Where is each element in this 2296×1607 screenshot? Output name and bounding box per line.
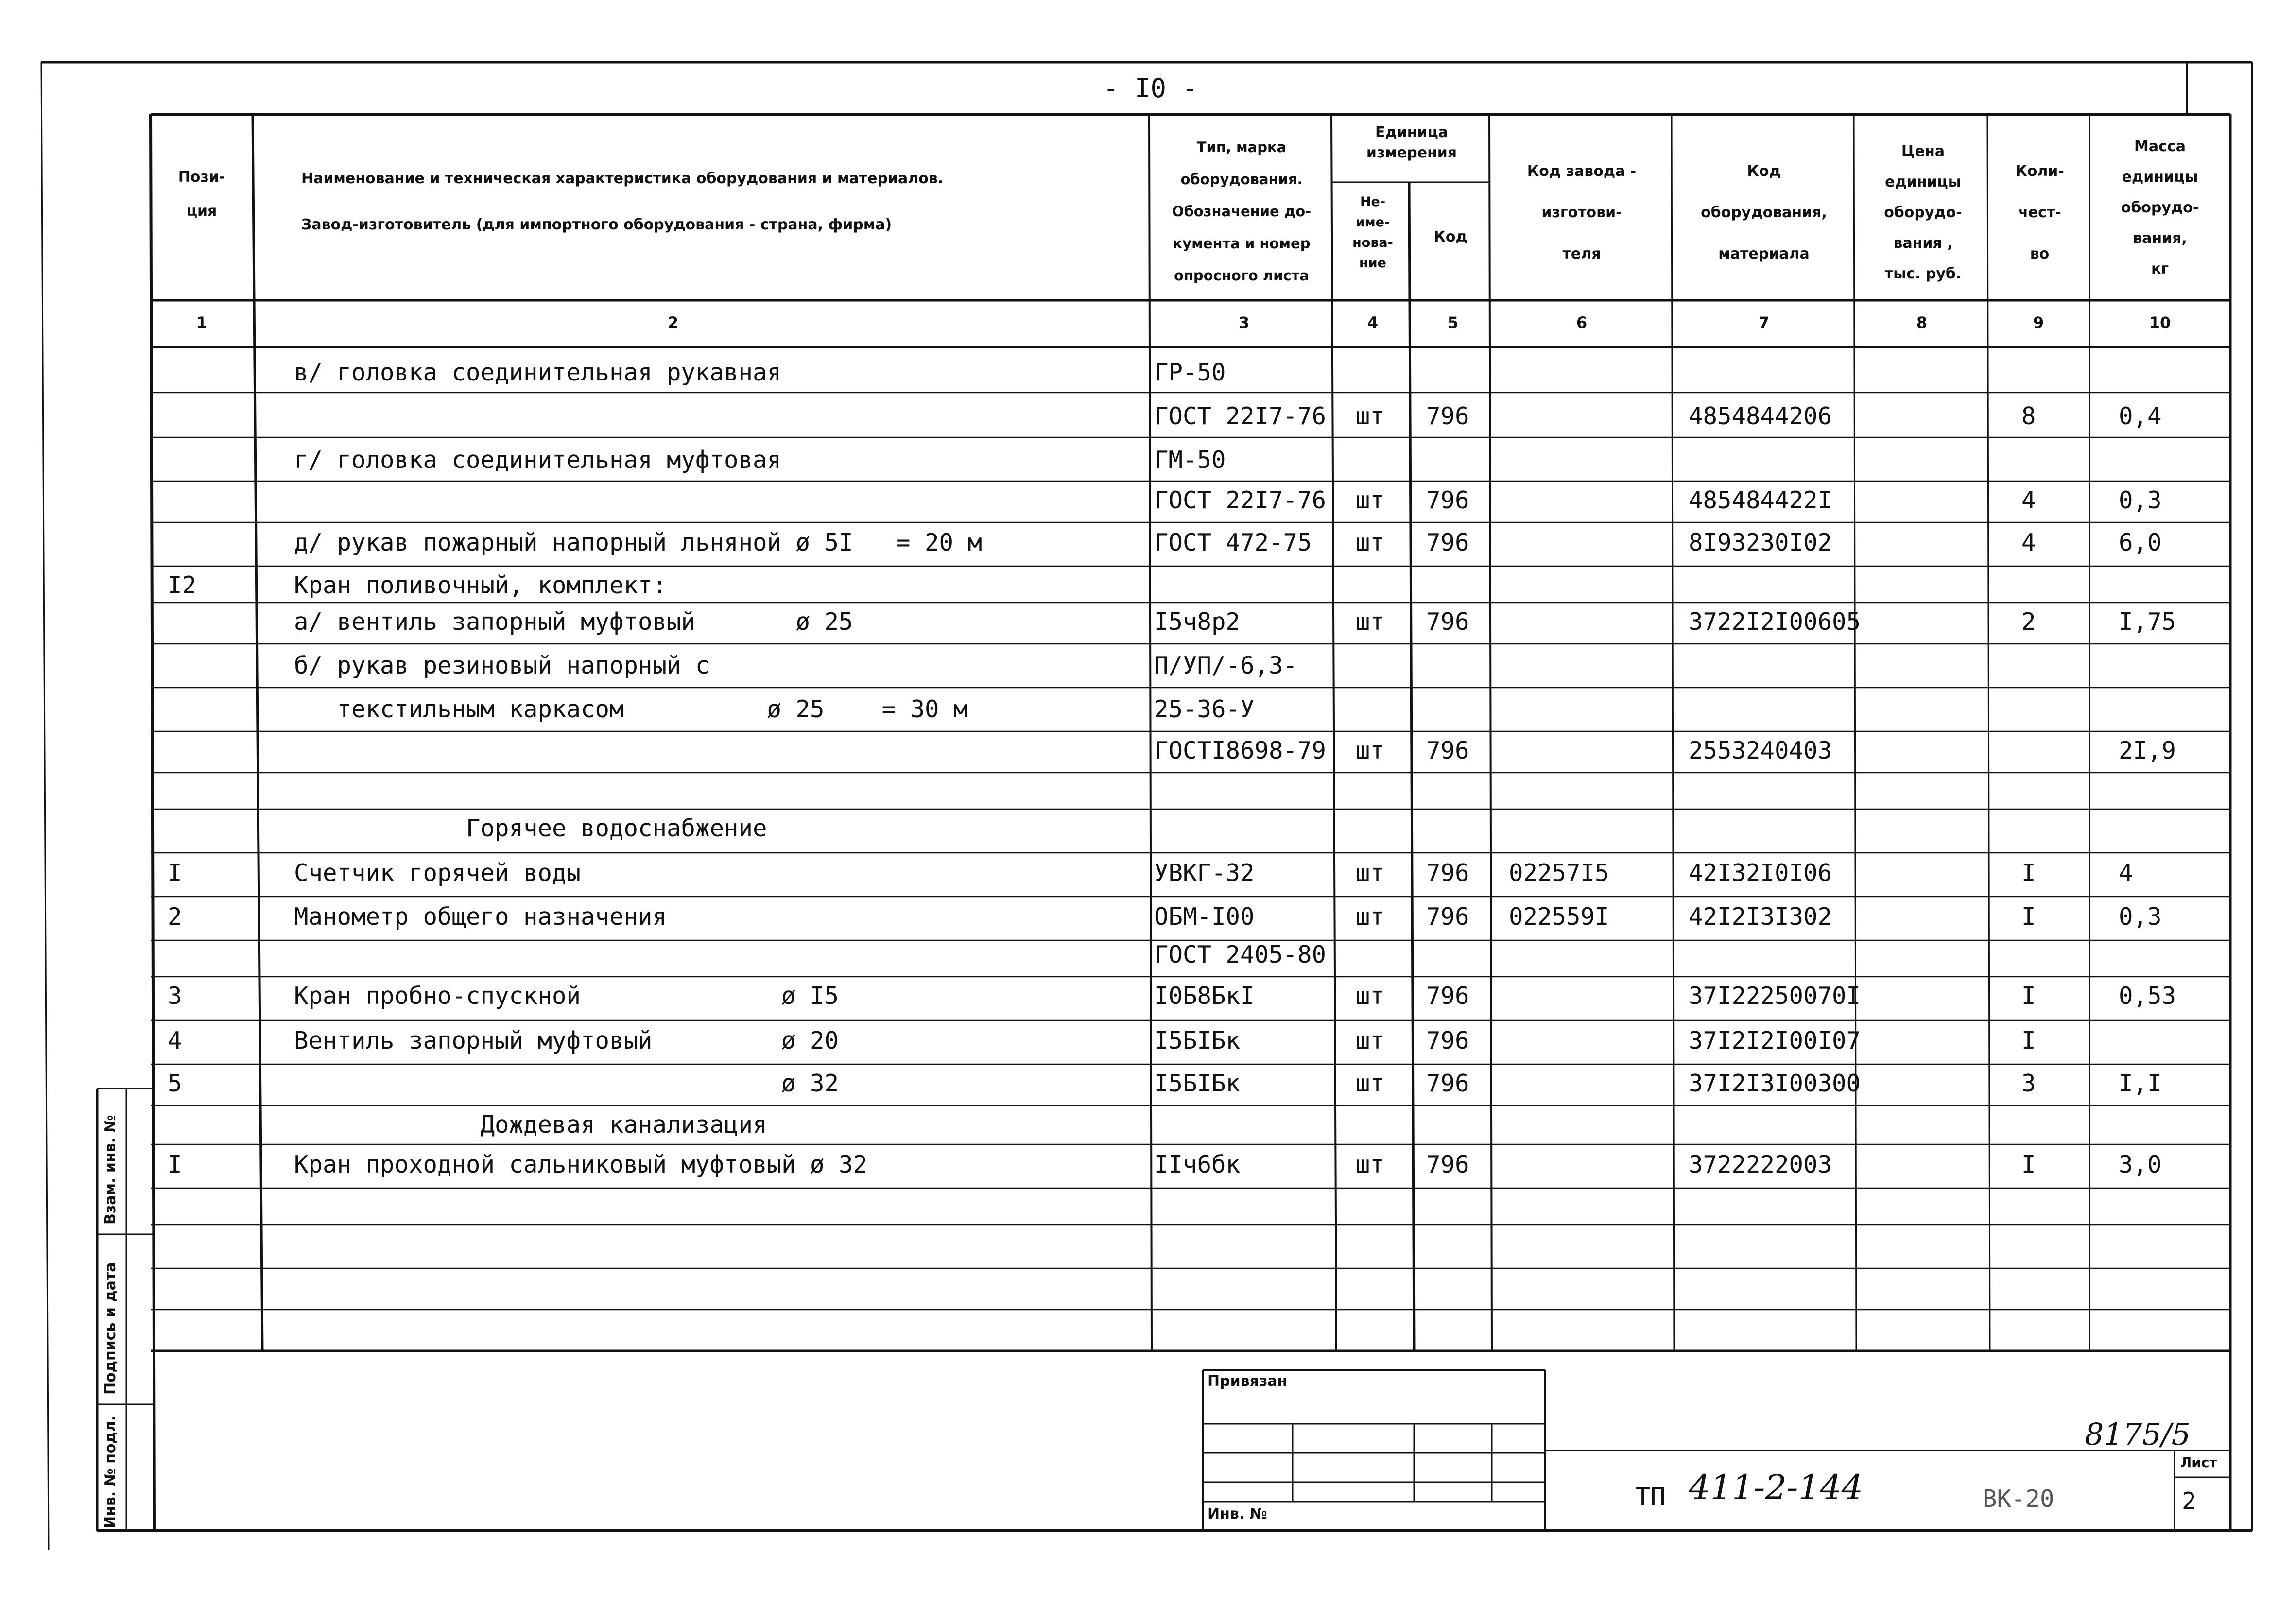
header-equipment-code: Код оборудования, материала (1701, 163, 1827, 262)
stamp-project-code: 411-2-144 (1689, 1468, 1864, 1507)
row-factory-code: 022559I (1509, 903, 1609, 931)
row-type: ГОСТI8698-79 (1154, 737, 1327, 764)
row-unit-code: 796 (1426, 1070, 1469, 1097)
header-factory-code: Код завода - изготови- теля (1527, 163, 1637, 262)
row-unit: шт (1356, 1070, 1385, 1097)
column-number: 10 (2149, 313, 2171, 332)
side-label-signature-date: Подпись и дата (102, 1262, 119, 1395)
row-unit: шт (1356, 859, 1385, 887)
row-quantity: I (2021, 859, 2036, 887)
row-name: д/ рукав пожарный напорный льняной ø 5I = 20 м (294, 529, 983, 556)
row-type: ГОСТ 22I7-76 (1154, 402, 1327, 430)
column-number: 9 (2033, 313, 2044, 332)
row-unit-code: 796 (1426, 859, 1469, 887)
row-name: Горячее водоснабжение (294, 814, 767, 842)
row-type: I5БIБк (1154, 1070, 1241, 1097)
row-type: ГОСТ 2405-80 (1154, 941, 1327, 968)
row-name: Кран пробно-спускной ø I5 (294, 982, 839, 1010)
row-position: 5 (168, 1070, 182, 1097)
column-number: 8 (1916, 313, 1928, 332)
row-unit: шт (1356, 529, 1385, 556)
row-equipment-code: 42I2I3I302 (1689, 903, 1832, 931)
row-quantity: I (2021, 903, 2036, 931)
row-unit-code: 796 (1426, 1151, 1469, 1178)
row-unit: шт (1356, 486, 1385, 514)
row-unit-code: 796 (1426, 982, 1469, 1010)
row-type: ГОСТ 22I7-76 (1154, 486, 1327, 514)
row-mass: 2I,9 (2119, 737, 2176, 764)
row-equipment-code: 8I93230I02 (1689, 529, 1832, 556)
row-position: 4 (168, 1027, 182, 1054)
row-equipment-code: 485484422I (1689, 486, 1832, 514)
row-mass: 4 (2119, 859, 2133, 887)
row-quantity: 4 (2021, 529, 2036, 556)
row-unit: шт (1356, 903, 1385, 931)
row-type: I5ч8р2 (1154, 608, 1241, 636)
row-unit-code: 796 (1426, 737, 1469, 764)
column-number: 6 (1576, 313, 1588, 332)
row-name: Кран поливочный, комплект: (294, 571, 667, 599)
row-quantity: I (2021, 1151, 2036, 1178)
row-mass: 0,3 (2119, 486, 2162, 514)
row-unit-code: 796 (1426, 903, 1469, 931)
row-equipment-code: 3722I2I00605 (1689, 608, 1861, 636)
row-unit: шт (1356, 402, 1385, 430)
row-name: Кран проходной сальниковый муфтовый ø 32 (294, 1151, 868, 1178)
row-name: ø 32 (294, 1070, 839, 1097)
row-quantity: I (2021, 982, 2036, 1010)
row-type: ГМ-50 (1154, 446, 1226, 474)
row-unit-code: 796 (1426, 608, 1469, 636)
stamp-project-prefix: ТП (1635, 1483, 1666, 1512)
row-mass: I,75 (2119, 608, 2176, 636)
row-type: ГОСТ 472-75 (1154, 529, 1312, 556)
column-number: 4 (1367, 313, 1379, 332)
row-name: Счетчик горячей воды (294, 859, 581, 887)
row-position: I2 (168, 571, 197, 599)
row-unit: шт (1356, 737, 1385, 764)
row-type: ГР-50 (1154, 359, 1226, 386)
row-equipment-code: 37I22250070I (1689, 982, 1861, 1010)
header-price: Цена единицы оборудо- вания , тыс. руб. (1884, 143, 1962, 282)
row-type: I0Б8БкI (1154, 982, 1255, 1010)
stamp-sheet-number: 2 (2182, 1487, 2196, 1515)
header-position: Пози- ция (178, 169, 225, 220)
document-number: 8175/5 (2085, 1417, 2191, 1452)
column-number: 1 (196, 313, 207, 332)
header-name: Наименование и техническая характеристика оборудования и материалов. Завод-изготовитель (для импортного оборудования - страна, фирма) (301, 170, 944, 233)
row-unit: шт (1356, 1151, 1385, 1178)
row-type: П/УП/-6,3- (1154, 652, 1298, 679)
row-quantity: 8 (2021, 402, 2036, 430)
row-equipment-code: 4854844206 (1689, 402, 1832, 430)
row-mass: 0,4 (2119, 402, 2162, 430)
column-number: 7 (1758, 313, 1770, 332)
row-position: I (168, 1151, 182, 1178)
row-name: Манометр общего назначения (294, 903, 667, 931)
row-unit-code: 796 (1426, 402, 1469, 430)
row-mass: 0,53 (2119, 982, 2176, 1010)
stamp-sheet-label: Лист (2180, 1454, 2217, 1470)
page-number: - I0 - (1103, 73, 1198, 104)
stamp-inv-label: Инв. № (1208, 1505, 1267, 1522)
row-equipment-code: 37I2I2I00I07 (1689, 1027, 1861, 1054)
row-equipment-code: 42I32I0I06 (1689, 859, 1832, 887)
row-unit-code: 796 (1426, 529, 1469, 556)
row-mass: 6,0 (2119, 529, 2162, 556)
column-number: 2 (667, 313, 679, 332)
row-quantity: 4 (2021, 486, 2036, 514)
row-unit-code: 796 (1426, 486, 1469, 514)
row-mass: 3,0 (2119, 1151, 2162, 1178)
row-unit: шт (1356, 608, 1385, 636)
row-type: УВКГ-32 (1154, 859, 1255, 887)
row-name: г/ головка соединительная муфтовая (294, 446, 782, 474)
row-quantity: 3 (2021, 1070, 2036, 1097)
row-name: Вентиль запорный муфтовый ø 20 (294, 1027, 839, 1054)
row-position: I (168, 859, 182, 887)
row-type: I5БIБк (1154, 1027, 1241, 1054)
stamp-attached-label: Привязан (1208, 1373, 1288, 1390)
row-position: 3 (168, 982, 182, 1010)
row-name: а/ вентиль запорный муфтовый ø 25 (294, 608, 853, 636)
row-unit: шт (1356, 982, 1385, 1010)
row-equipment-code: 2553240403 (1689, 737, 1832, 764)
header-type: Тип, марка оборудования. Обозначение до- кумента и номер опросного листа (1172, 139, 1312, 284)
side-label-inv-original: Инв. № подл. (102, 1415, 119, 1528)
row-equipment-code: 3722222003 (1689, 1151, 1832, 1178)
row-name: б/ рукав резиновый напорный с (294, 652, 710, 679)
row-type: 25-36-У (1154, 695, 1255, 723)
row-mass: 0,3 (2119, 903, 2162, 931)
row-name: в/ головка соединительная рукавная (294, 359, 782, 386)
column-number: 5 (1447, 313, 1459, 332)
header-mass: Масса единицы оборудо- вания, кг (2121, 138, 2199, 277)
row-quantity: 2 (2021, 608, 2036, 636)
stamp-section: ВК-20 (1983, 1485, 2054, 1513)
header-quantity: Коли- чест- во (2015, 163, 2064, 262)
header-unit-name: Не- име- нова- ние (1352, 194, 1393, 271)
row-name: Дождевая канализация (294, 1111, 767, 1139)
row-factory-code: 02257I5 (1509, 859, 1609, 887)
row-unit-code: 796 (1426, 1027, 1469, 1054)
row-unit: шт (1356, 1027, 1385, 1054)
side-label-replacement-inv: Взам. инв. № (102, 1115, 119, 1225)
row-mass: I,I (2119, 1070, 2162, 1097)
row-equipment-code: 37I2I3I00300 (1689, 1070, 1861, 1097)
row-position: 2 (168, 903, 182, 931)
row-quantity: I (2021, 1027, 2036, 1054)
header-unit-code: Код (1433, 228, 1467, 245)
row-name: текстильным каркасом ø 25 = 30 м (294, 695, 968, 723)
row-type: ОБМ-I00 (1154, 903, 1255, 931)
column-number: 3 (1238, 313, 1250, 332)
header-unit: Единица измерения (1366, 124, 1457, 161)
row-type: IIч6бк (1154, 1151, 1241, 1178)
